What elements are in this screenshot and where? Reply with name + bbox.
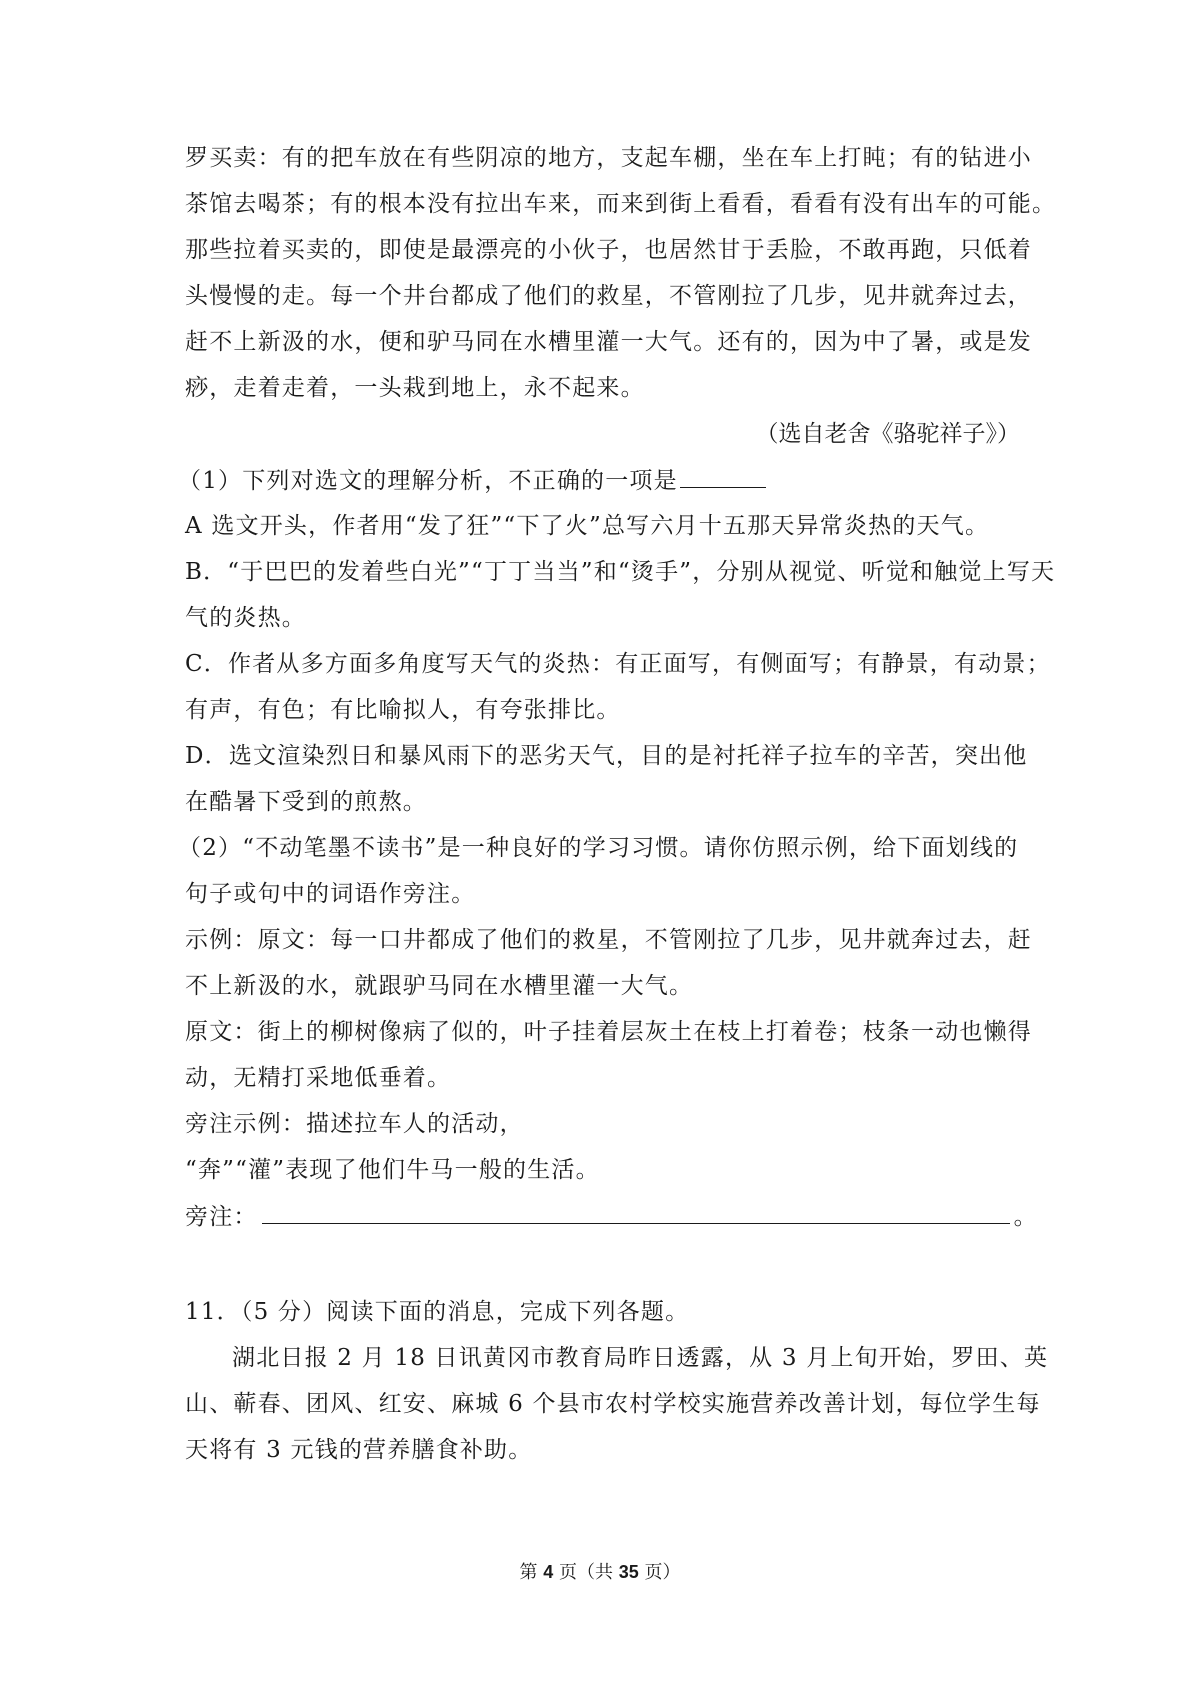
example-line: 不上新汲的水，就跟驴马同在水槽里灌一大气。 [185, 973, 694, 999]
annotation-end-mark: 。 [1013, 1204, 1038, 1230]
question-2-prompt: （2）“不动笔墨不读书”是一种良好的学习习惯。请你仿照示例，给下面划线的 [178, 835, 1019, 861]
passage-line: 那些拉着买卖的，即使是最漂亮的小伙子，也居然甘于丢脸，不敢再跑，只低着 [185, 237, 1032, 263]
total-pages: 35 [618, 1562, 639, 1582]
annotation-example-cont: “奔”“灌”表现了他们牛马一般的生活。 [185, 1157, 600, 1183]
question-11-heading: 11．（5 分）阅读下面的消息，完成下列各题。 [185, 1299, 690, 1325]
footer-middle: 页（共 [558, 1562, 613, 1583]
footer-suffix: 页） [644, 1562, 681, 1583]
annotation-label: 旁注： [185, 1204, 258, 1230]
answer-blank[interactable] [680, 465, 766, 488]
footer-prefix: 第 [519, 1562, 538, 1583]
option-a: A 选文开头，作者用“发了狂”“下了火”总写六月十五那天异常炎热的天气。 [185, 513, 990, 539]
option-d: D．选文渲染烈日和暴风雨下的恶劣天气，目的是衬托祥子拉车的辛苦，突出他 [185, 743, 1028, 769]
news-line: 天将有 3 元钱的营养膳食补助。 [185, 1437, 533, 1463]
page-number: 4 [543, 1562, 554, 1582]
option-b-cont: 气的炎热。 [185, 605, 306, 631]
news-line: 山、蕲春、团风、红安、麻城 6 个县市农村学校实施营养改善计划，每位学生每 [185, 1391, 1041, 1417]
annotation-answer-row [185, 1201, 1038, 1232]
passage-line: 痧，走着走着，一头栽到地上，永不起来。 [185, 375, 645, 401]
passage-line: 头慢慢的走。每一个井台都成了他们的救星，不管刚拉了几步，见井就奔过去， [185, 283, 1032, 309]
passage-line: 茶馆去喝茶；有的根本没有拉出车来，而来到街上看看，看看有没有出车的可能。 [185, 191, 1057, 217]
question-2-prompt-cont: 句子或句中的词语作旁注。 [185, 881, 476, 907]
page-footer [0, 1560, 1200, 1585]
original-text-line: 动，无精打采地低垂着。 [185, 1065, 452, 1091]
annotation-answer-blank[interactable] [262, 1201, 1010, 1224]
original-text-line: 原文：街上的柳树像病了似的，叶子挂着层灰土在枝上打着卷；枝条一动也懒得 [185, 1019, 1032, 1045]
source-attribution: （选自老舍《骆驼祥子》） [755, 421, 1020, 447]
passage-line: 罗买卖：有的把车放在有些阴凉的地方，支起车棚，坐在车上打盹；有的钻进小 [185, 145, 1032, 171]
question-1-text: （1）下列对选文的理解分析，不正确的一项是 [178, 468, 678, 494]
option-d-cont: 在酷暑下受到的煎熬。 [185, 789, 427, 815]
question-1-prompt [178, 465, 766, 496]
passage-line: 赶不上新汲的水，便和驴马同在水槽里灌一大气。还有的，因为中了暑，或是发 [185, 329, 1032, 355]
annotation-example: 旁注示例：描述拉车人的活动， [185, 1111, 524, 1137]
news-line: 湖北日报 2 月 18 日讯黄冈市教育局昨日透露，从 3 月上旬开始，罗田、英 [232, 1345, 1049, 1371]
option-c-cont: 有声，有色；有比喻拟人，有夸张排比。 [185, 697, 621, 723]
option-c: C．作者从多方面多角度写天气的炎热：有正面写，有侧面写；有静景，有动景； [185, 651, 1051, 677]
example-line: 示例：原文：每一口井都成了他们的救星，不管刚拉了几步，见井就奔过去，赶 [185, 927, 1032, 953]
option-b: B．“于巴巴的发着些白光”“丁丁当当”和“烫手”，分别从视觉、听觉和触觉上写天 [185, 559, 1056, 585]
